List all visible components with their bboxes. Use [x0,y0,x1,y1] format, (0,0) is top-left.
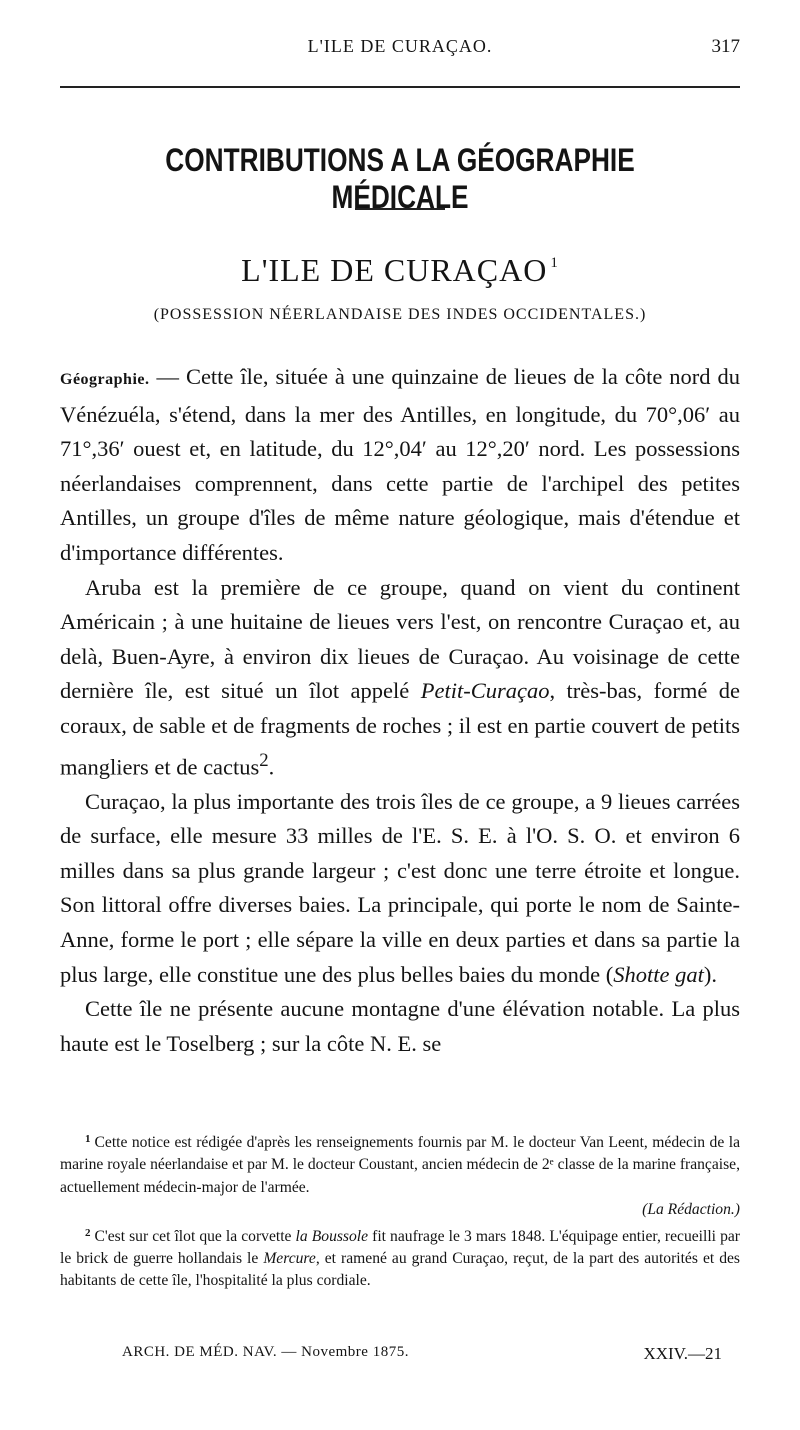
footnotes [60,1128,740,1293]
paragraph-2-italic: Petit-Curaçao [420,678,550,704]
paragraph-3-italic: Shotte gat [613,961,704,987]
footnote-1-text: Cette notice est rédigée d'après les renseignements fournis par M. le docteur Van Leent, médecin de la marine royale néerlandaise et par M. le docteur Coustant, ancien médecin de 2ᵉ classe de la marine française, actuellement médecin-major de l'armée. [60,1134,740,1196]
header-rule [60,86,740,88]
section-heading: Géographie. [60,371,150,388]
footnote-2-text-a: C'est sur cet îlot que la corvette [94,1227,296,1245]
title-divider [355,208,445,210]
paragraph-1-text: — Cette île, située à une quinzaine de lieues de la côte nord du Vénézuéla, s'étend, dans la mer des Antilles, en longitude, du 70°,06′ au 71°,36′ ouest et, en latitude, du 12°,04′ au 12°,20′ nord. Les possessions néerlandaises comprennent, dans cette partie de l'archipel des petites Antilles, un groupe d'îles de même nature géologique, mais d'étendue et d'importance différentes. [60,364,740,565]
subtitle-footnote-mark: 1 [550,255,559,271]
paragraph-1 [60,360,740,571]
footnote-2-mark: 2 [85,1226,91,1239]
article-subtitle [60,252,740,289]
paragraph-2-end: . [268,754,275,780]
paragraph-4 [60,992,740,1061]
footnote-1 [60,1128,740,1222]
subtitle-text: L'ILE DE CURAÇAO [241,252,548,288]
paragraph-3 [60,785,740,993]
paragraph-3-text-a: Curaçao, la plus importante des trois îles de ce groupe, a 9 lieues carrées de surface, elle mesure 33 milles de l'E. S. E. à l'O. S. O. et environ 6 milles dans sa plus grande largeur ; c'est donc une terre étroite et longue. Son littoral offre diverses baies. La principale, qui porte le nom de Sainte-Anne, forme le port ; elle sépare la ville en deux parties et dans sa partie la plus large, elle constitue une des plus belles baies du monde ( [60,788,740,987]
footnote-2 [60,1222,740,1293]
footnote-2-text-b: fit naufrage le 3 mars 1848. L'équipage entier, recueilli par le brick de guerre hollandais le [60,1227,740,1268]
paragraph-2-text-b: , très-bas, formé de coraux, de sable et de fragments de roches ; il est en partie couvert de petits mangliers et de cactus [60,678,741,780]
footer-signature: XXIV.—21 [643,1344,722,1363]
footnote-1-mark: 1 [85,1133,91,1145]
paragraph-4-text: Cette île ne présente aucune montagne d'une élévation notable. La plus haute est le Toselberg ; sur la côte N. E. se [60,996,740,1056]
footnote-2-italic-1: la Boussole [295,1227,369,1245]
running-head [60,30,740,64]
running-head-title: L'ILE DE CURAÇAO. [307,36,493,56]
article-parenthetical: (POSSESSION NÉERLANDAISE DES INDES OCCIDENTALES.) [153,306,647,323]
paragraph-2-text-a: Aruba est la première de ce groupe, quand on vient du continent Américain ; à une huitaine de lieues vers l'est, on rencontre Curaçao et, au delà, Buen-Ayre, à environ dix lieues de Curaçao. Au voisinage de cette dernière île, est situé un îlot appelé [60,574,740,704]
footer-journal: ARCH. DE MÉD. NAV. — Novembre 1875. [122,1344,409,1360]
footnote-ref-2: 2 [259,749,269,771]
footnote-2-text-c: , et ramené au grand Curaçao, reçut, de la part des autorités et des habitants de cette île, l'hospitalité la plus cordiale. [60,1250,741,1290]
footnote-2-italic-2: Mercure [263,1250,316,1268]
page-footer [60,1344,740,1368]
page-number: 317 [711,36,740,57]
footnote-1-signature: (La Rédaction.) [642,1201,740,1219]
article-title: CONTRIBUTIONS A LA GÉOGRAPHIE MÉDICALE [165,142,635,215]
paragraph-3-text-b: ). [703,961,717,987]
article-body [60,360,740,1061]
paragraph-2 [60,571,740,785]
